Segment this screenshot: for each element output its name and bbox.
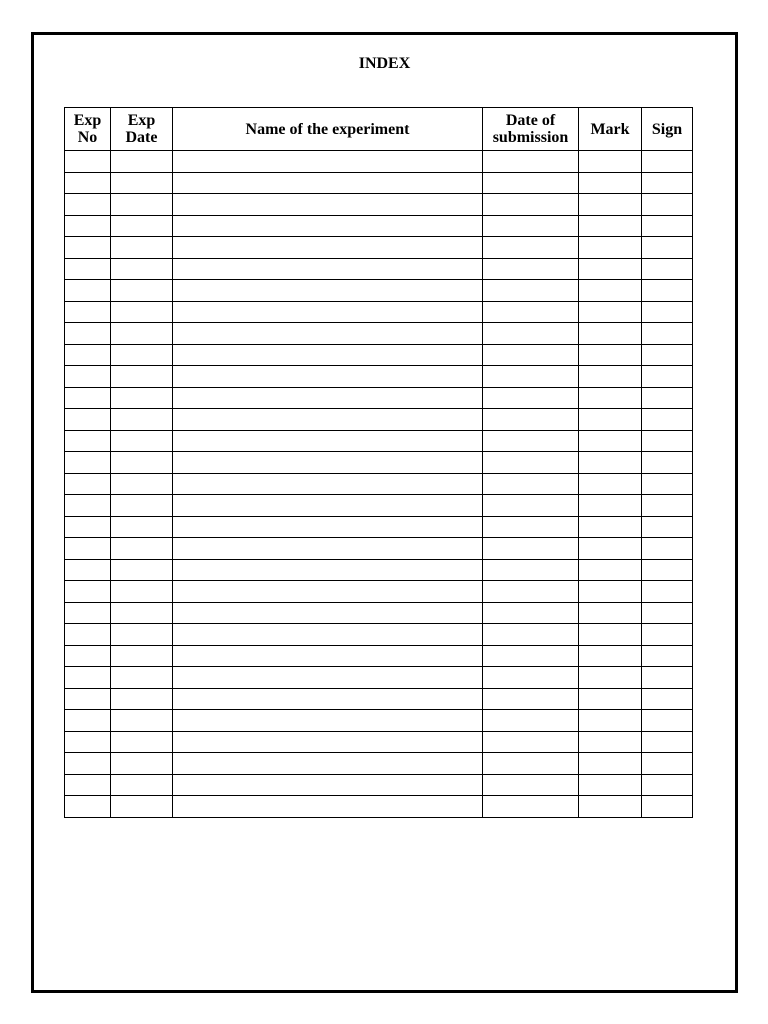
cell-exp-date [111,667,173,689]
cell-exp-no [65,667,111,689]
cell-sign [642,258,693,280]
cell-exp-date [111,538,173,560]
table-row [65,430,693,452]
table-row [65,624,693,646]
cell-date-of-submission [483,366,579,388]
cell-exp-no [65,430,111,452]
index-table [64,107,693,818]
cell-experiment-name [173,559,483,581]
cell-sign [642,473,693,495]
cell-exp-date [111,323,173,345]
cell-exp-date [111,796,173,818]
cell-sign [642,602,693,624]
cell-sign [642,731,693,753]
table-row [65,774,693,796]
cell-date-of-submission [483,624,579,646]
table-body [65,151,693,818]
table-row [65,495,693,517]
table-row [65,452,693,474]
cell-exp-date [111,387,173,409]
cell-experiment-name [173,688,483,710]
cell-mark [579,667,642,689]
cell-experiment-name [173,581,483,603]
cell-sign [642,516,693,538]
cell-exp-no [65,602,111,624]
table-row [65,366,693,388]
cell-mark [579,495,642,517]
table-row [65,237,693,259]
cell-exp-no [65,301,111,323]
cell-mark [579,710,642,732]
cell-date-of-submission [483,258,579,280]
cell-sign [642,323,693,345]
cell-experiment-name [173,323,483,345]
cell-date-of-submission [483,581,579,603]
cell-date-of-submission [483,473,579,495]
cell-sign [642,344,693,366]
cell-experiment-name [173,194,483,216]
cell-date-of-submission [483,753,579,775]
cell-exp-date [111,452,173,474]
cell-sign [642,280,693,302]
table-row [65,581,693,603]
cell-mark [579,559,642,581]
cell-exp-date [111,645,173,667]
cell-exp-date [111,559,173,581]
cell-sign [642,753,693,775]
cell-exp-date [111,495,173,517]
cell-date-of-submission [483,215,579,237]
header-date-of-submission-line-1: Date of [505,112,556,129]
cell-exp-date [111,516,173,538]
cell-exp-date [111,581,173,603]
cell-experiment-name [173,774,483,796]
cell-exp-no [65,753,111,775]
cell-exp-no [65,688,111,710]
cell-exp-no [65,387,111,409]
cell-date-of-submission [483,516,579,538]
page-title: INDEX [358,55,411,72]
cell-mark [579,645,642,667]
cell-exp-date [111,194,173,216]
cell-exp-no [65,215,111,237]
cell-mark [579,473,642,495]
cell-date-of-submission [483,538,579,560]
cell-sign [642,172,693,194]
cell-experiment-name [173,151,483,173]
header-exp-no-line-1: Exp [73,112,102,129]
cell-mark [579,688,642,710]
cell-mark [579,172,642,194]
cell-mark [579,409,642,431]
cell-sign [642,194,693,216]
cell-date-of-submission [483,731,579,753]
table-row [65,301,693,323]
cell-date-of-submission [483,495,579,517]
cell-exp-no [65,645,111,667]
table-row [65,667,693,689]
cell-exp-no [65,237,111,259]
cell-mark [579,323,642,345]
cell-experiment-name [173,624,483,646]
cell-experiment-name [173,344,483,366]
cell-experiment-name [173,452,483,474]
cell-experiment-name [173,280,483,302]
cell-sign [642,366,693,388]
cell-exp-date [111,430,173,452]
cell-experiment-name [173,237,483,259]
cell-experiment-name [173,667,483,689]
table-row [65,151,693,173]
cell-experiment-name [173,430,483,452]
cell-mark [579,731,642,753]
header-row [65,108,693,151]
table-row [65,344,693,366]
cell-exp-date [111,624,173,646]
cell-sign [642,495,693,517]
cell-date-of-submission [483,151,579,173]
cell-mark [579,194,642,216]
cell-exp-date [111,710,173,732]
cell-experiment-name [173,473,483,495]
cell-exp-date [111,344,173,366]
cell-exp-date [111,301,173,323]
cell-date-of-submission [483,645,579,667]
cell-exp-date [111,753,173,775]
cell-experiment-name [173,495,483,517]
cell-sign [642,452,693,474]
cell-exp-date [111,409,173,431]
cell-experiment-name [173,731,483,753]
cell-exp-date [111,688,173,710]
cell-sign [642,301,693,323]
cell-date-of-submission [483,796,579,818]
cell-date-of-submission [483,559,579,581]
header-date-of-submission [483,108,579,151]
cell-exp-no [65,796,111,818]
cell-mark [579,301,642,323]
cell-mark [579,538,642,560]
cell-sign [642,387,693,409]
table-row [65,688,693,710]
header-experiment-name-line-1: Name of the experiment [245,120,410,138]
header-exp-date-line-2: Date [125,129,158,146]
cell-sign [642,624,693,646]
cell-exp-date [111,215,173,237]
header-experiment-name [173,108,483,151]
cell-sign [642,215,693,237]
cell-exp-no [65,495,111,517]
header-mark [579,108,642,151]
cell-exp-date [111,602,173,624]
header-date-of-submission-line-2: submission [492,129,569,146]
table-row [65,753,693,775]
table-row [65,516,693,538]
table-row [65,409,693,431]
cell-experiment-name [173,645,483,667]
cell-exp-no [65,538,111,560]
cell-mark [579,624,642,646]
cell-date-of-submission [483,237,579,259]
cell-sign [642,688,693,710]
cell-exp-date [111,731,173,753]
cell-mark [579,452,642,474]
cell-exp-no [65,344,111,366]
header-exp-no-line-2: No [77,129,98,146]
cell-date-of-submission [483,602,579,624]
cell-date-of-submission [483,452,579,474]
cell-mark [579,366,642,388]
cell-mark [579,430,642,452]
cell-exp-date [111,280,173,302]
cell-sign [642,430,693,452]
cell-sign [642,774,693,796]
cell-exp-date [111,237,173,259]
table-row [65,172,693,194]
cell-date-of-submission [483,280,579,302]
table-row [65,194,693,216]
cell-exp-date [111,151,173,173]
cell-exp-date [111,258,173,280]
cell-experiment-name [173,387,483,409]
cell-mark [579,237,642,259]
table-row [65,559,693,581]
cell-experiment-name [173,366,483,388]
cell-date-of-submission [483,344,579,366]
cell-date-of-submission [483,774,579,796]
cell-mark [579,258,642,280]
cell-sign [642,237,693,259]
cell-sign [642,645,693,667]
table-row [65,387,693,409]
cell-mark [579,581,642,603]
table-row [65,796,693,818]
cell-exp-no [65,731,111,753]
cell-date-of-submission [483,409,579,431]
cell-date-of-submission [483,430,579,452]
cell-exp-no [65,409,111,431]
cell-mark [579,151,642,173]
cell-experiment-name [173,753,483,775]
cell-mark [579,753,642,775]
table-row [65,473,693,495]
cell-sign [642,151,693,173]
cell-sign [642,667,693,689]
cell-mark [579,774,642,796]
table-row [65,602,693,624]
cell-exp-no [65,710,111,732]
header-exp-date [111,108,173,151]
cell-date-of-submission [483,323,579,345]
cell-experiment-name [173,602,483,624]
cell-sign [642,796,693,818]
cell-experiment-name [173,710,483,732]
header-mark-line-1: Mark [590,120,630,138]
cell-exp-date [111,774,173,796]
cell-experiment-name [173,409,483,431]
cell-experiment-name [173,516,483,538]
table-row [65,710,693,732]
cell-experiment-name [173,301,483,323]
cell-exp-date [111,172,173,194]
cell-exp-no [65,581,111,603]
cell-exp-no [65,323,111,345]
table-row [65,323,693,345]
cell-date-of-submission [483,172,579,194]
cell-sign [642,710,693,732]
header-sign [642,108,693,151]
cell-exp-no [65,516,111,538]
cell-exp-no [65,559,111,581]
header-sign-line-1: Sign [651,120,683,138]
table-row [65,280,693,302]
cell-sign [642,581,693,603]
cell-experiment-name [173,258,483,280]
table-row [65,258,693,280]
cell-date-of-submission [483,667,579,689]
cell-mark [579,516,642,538]
cell-mark [579,602,642,624]
cell-exp-no [65,172,111,194]
cell-sign [642,538,693,560]
cell-exp-date [111,473,173,495]
cell-exp-no [65,473,111,495]
cell-sign [642,559,693,581]
table-row [65,215,693,237]
cell-exp-no [65,774,111,796]
cell-experiment-name [173,538,483,560]
cell-mark [579,796,642,818]
cell-exp-no [65,151,111,173]
header-exp-date-line-1: Exp [127,112,156,129]
cell-experiment-name [173,215,483,237]
cell-exp-no [65,366,111,388]
cell-exp-no [65,624,111,646]
table-row [65,731,693,753]
cell-mark [579,344,642,366]
cell-mark [579,387,642,409]
cell-exp-no [65,280,111,302]
cell-experiment-name [173,796,483,818]
cell-date-of-submission [483,387,579,409]
cell-exp-no [65,194,111,216]
cell-exp-no [65,258,111,280]
cell-date-of-submission [483,301,579,323]
cell-exp-date [111,366,173,388]
cell-date-of-submission [483,710,579,732]
table-row [65,538,693,560]
cell-experiment-name [173,172,483,194]
cell-mark [579,215,642,237]
cell-mark [579,280,642,302]
cell-sign [642,409,693,431]
header-exp-no [65,108,111,151]
cell-date-of-submission [483,194,579,216]
cell-date-of-submission [483,688,579,710]
cell-exp-no [65,452,111,474]
table-row [65,645,693,667]
